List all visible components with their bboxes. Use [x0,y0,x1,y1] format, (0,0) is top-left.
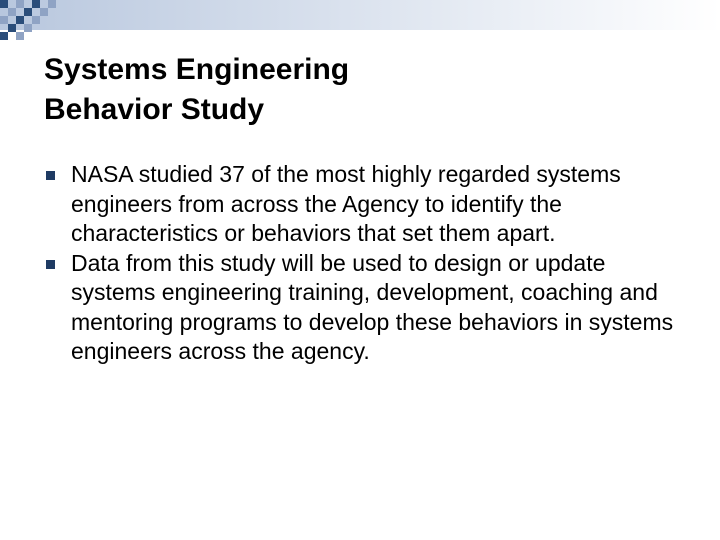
bullet-text-2: Data from this study will be used to design or update systems engineering training, development, coaching and mentoring programs to develop these behaviors in systems engineers across the agency. [71,249,674,364]
checker-square [0,32,8,40]
header-decoration [0,0,720,48]
bullet-item-2 [46,249,696,367]
slide-title-line-2: Behavior Study [44,93,265,126]
checker-square [16,16,24,24]
checker-square [32,16,40,24]
square-bullet-icon [46,260,55,269]
checker-square [8,24,16,32]
slide-title-line-1: Systems Engineering [44,53,350,86]
bullet-text-1: NASA studied 37 of the most highly regarded systems engineers from across the Agency to identify the characteristics or behaviors that set them apart. [71,161,621,246]
bullet-list [46,160,696,367]
checker-square [0,16,8,24]
checker-square [8,8,16,16]
checker-square [48,0,56,8]
checker-square [0,0,8,8]
checker-square [16,0,24,8]
checker-square [40,8,48,16]
bullet-item-1 [46,160,696,249]
slide-title [44,50,684,130]
checker-square [32,0,40,8]
checker-square [24,24,32,32]
square-bullet-icon [46,171,55,180]
checker-square [16,32,24,40]
checker-square [24,8,32,16]
